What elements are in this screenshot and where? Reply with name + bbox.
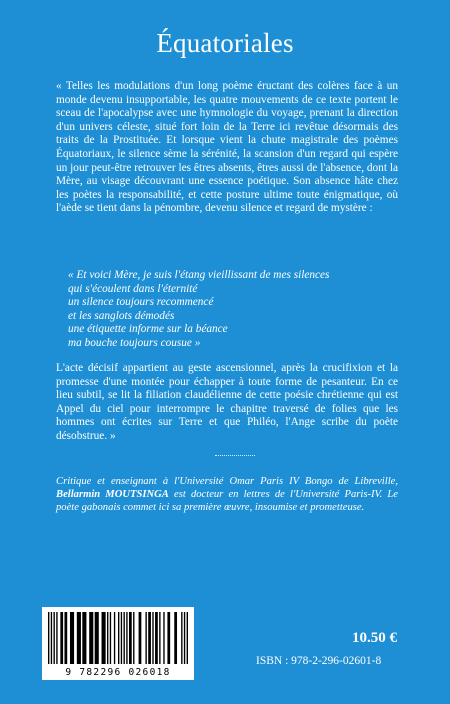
barcode-bar [102,612,106,664]
barcode-bar [118,612,119,664]
barcode-bar [121,612,122,664]
barcode-bar [174,612,177,664]
blurb-paragraph-1: « Telles les modulations d'un long poème éructant des colères face à un monde devenu insupportable, les quatre mouvements de ce texte portent le sceau de l'apocalypse avec une hymnologie du voyage, prenant la direction d'un univers céleste, situé fort loin de la Terre ici revêtue désormais des traits de la Prostituée. Et lorsque vient la chute magistrale des poèmes Équatoriaux, le silence sème la sérénité, la scansion d'un regard qui espère un jour peut-être retrouver les êtres absents, êtres aussi de l'absence, dont la Mère, au visage découvrant une essence poétique. Son absence hâte chez les poètes la responsabilité, et cette posture ultime toute énigmatique, où l'aède se tient dans la pénombre, devenu silence et regard de mystère : [56,80,398,215]
barcode-bar [82,612,86,664]
barcode-bars [48,612,188,664]
barcode-bar [129,612,132,664]
barcode-bar [148,612,151,664]
poem-line: un silence toujours recommencé [68,296,214,309]
poem-line: et les sanglots démodés [68,309,175,322]
poem-line: ma bouche toujours cousue » [68,336,201,349]
barcode-bar [107,612,108,664]
barcode-bar [159,612,160,664]
bio-intro: Critique et enseignant à l'Université Omar Paris IV Bongo de Libreville, [56,476,398,487]
barcode-bar [184,612,185,664]
barcode-bar [163,612,164,664]
barcode-bar [77,612,81,664]
book-title: Équatoriales [156,28,294,58]
barcode-digits: 9 782296 026018 [65,667,171,678]
poem-excerpt [68,269,398,351]
barcode-bar [56,612,57,664]
barcode-bar [70,612,74,664]
barcode-bar [51,612,52,664]
barcode-bar [53,612,54,664]
barcode-bar [139,612,142,664]
barcode-bar [152,612,153,664]
barcode-bar [110,612,111,664]
barcode-bar [155,612,158,664]
barcode-bar [114,612,115,664]
barcode-bar [64,612,67,664]
poem-line: une étiquette informe sur la béance [68,323,228,336]
author-name: Bellarmin MOUTSINGA [56,489,169,500]
price: 10.50 € [352,630,397,646]
barcode-bar [123,612,124,664]
barcode-bar [187,612,188,664]
barcode [42,607,194,680]
barcode-bar [126,612,127,664]
barcode-bar [167,612,170,664]
poem-line: qui s'écoulent dans l'éternité [68,282,198,295]
barcode-bar [181,612,182,664]
poem-line: « Et voici Mère, je suis l'étang vieillissant de mes silences [68,269,330,281]
barcode-bar [95,612,99,664]
author-bio [56,475,398,514]
isbn: ISBN : 978-2-296-02601-8 [256,655,382,667]
blurb-paragraph-2: L'acte décisif appartient au geste ascensionnel, après la crucifixion et la promesse d'une montée pour échapper à toute forme de pesanteur. En ce lieu subtil, se lit la filiation claudélienne de cette poésie chrétienne qui est Appel du ciel pour interrompre le chapitre traversé de folies que les hommes ont écrites sur Terre et que Philéo, l'Ange scribe du poète désobstrue. » [56,362,398,442]
barcode-bar [89,612,93,664]
barcode-bar [145,612,146,664]
barcode-bar [133,612,134,664]
bio-rest: est docteur en lettres de l'Université Paris-IV. Le poète gabonais commet ici sa première œuvre, insoumise et prometteuse. [56,489,398,513]
barcode-bar [60,612,63,664]
barcode-bar [48,612,49,664]
dotted-divider [215,455,255,456]
